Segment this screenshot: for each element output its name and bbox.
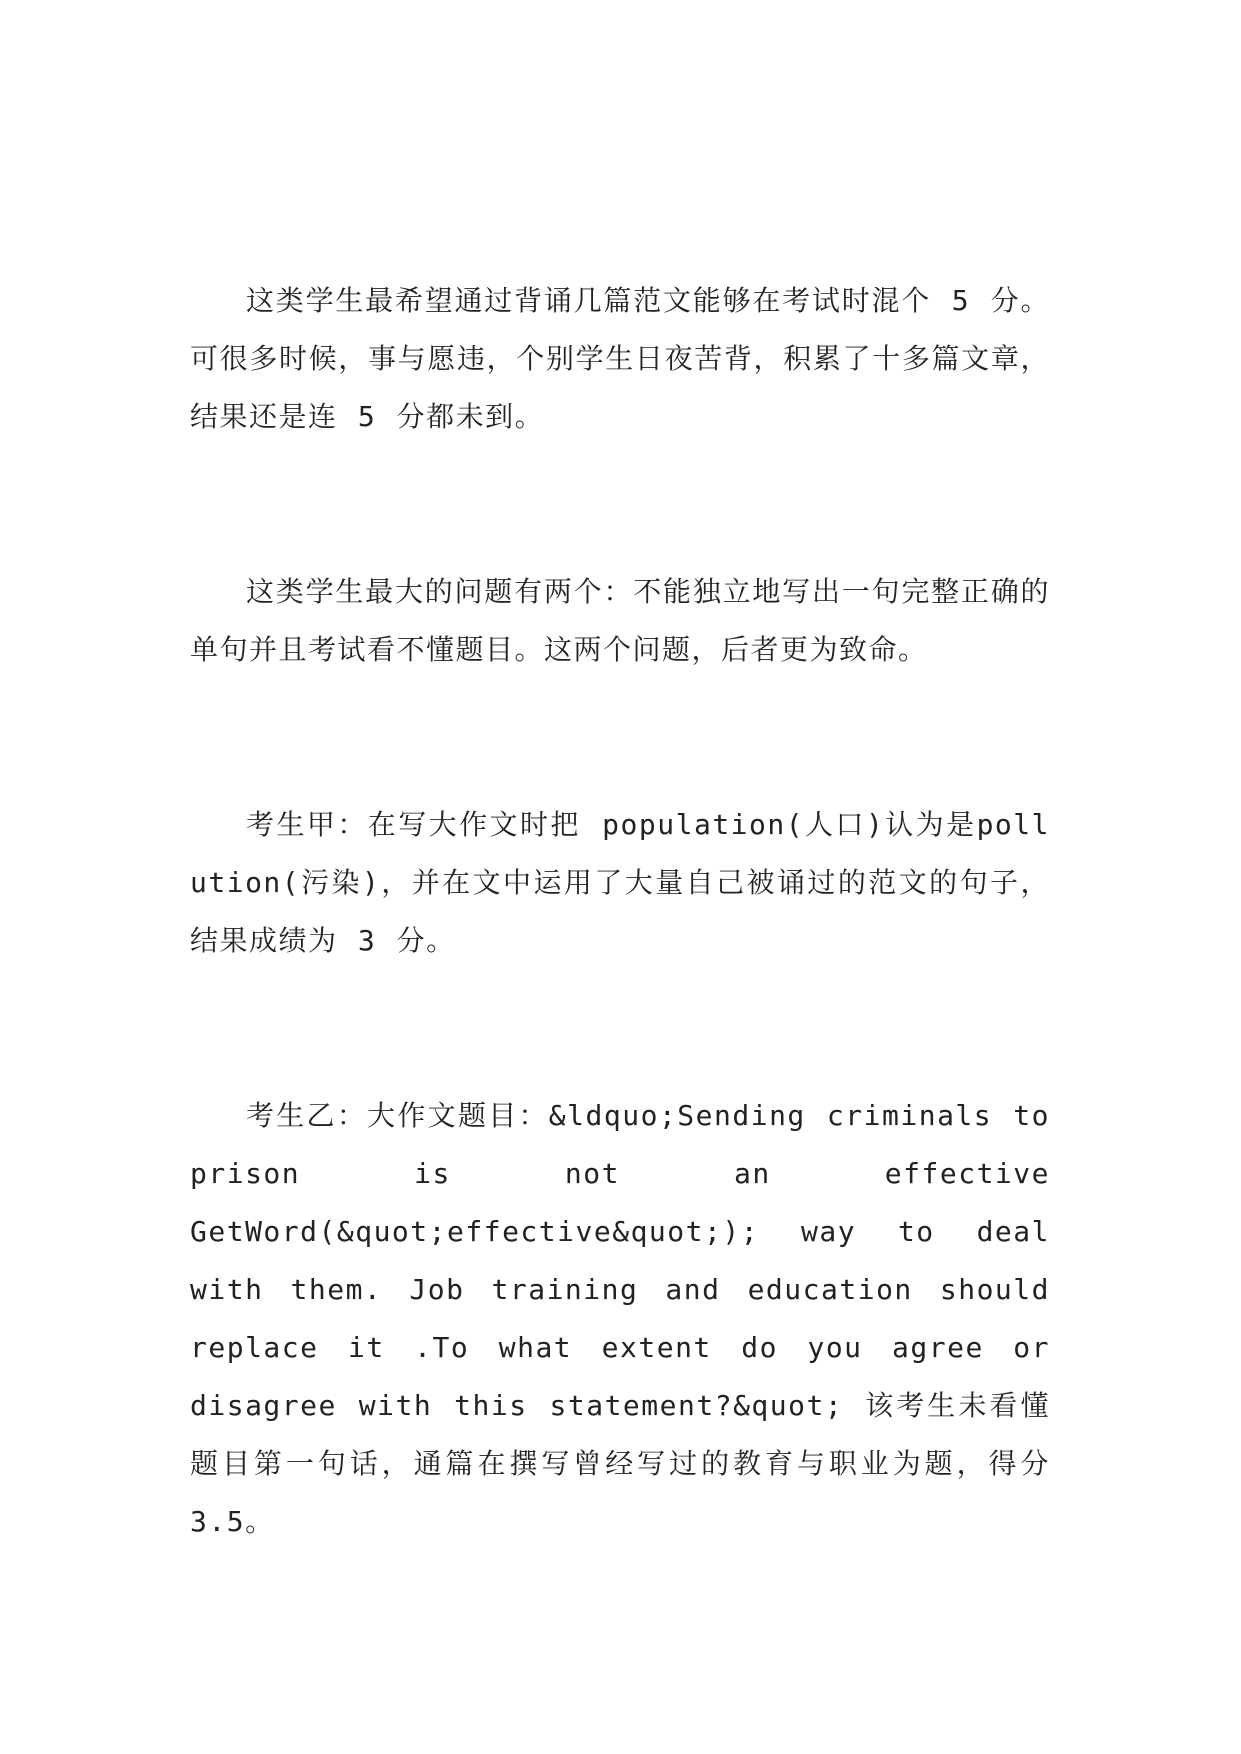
paragraph-student-a: 考生甲：在写大作文时把 population(人口)认为是pollution(污染)，并在文中运用了大量自己被诵过的范文的句子，结果成绩为 3 分。 bbox=[190, 808, 1050, 957]
paragraph-student-b: 考生乙：大作文题目：&ldquo;Sending criminals to prison is not an effective GetWord(&quot;effective&quot;); way to deal with them. Job training and education should replace it .To what extent do you agree or disagree with this statement?&quot; 该考生未看懂题目第一句话，通篇在撰写曾经写过的教育与职业为题，得分 3.5。 bbox=[190, 1099, 1050, 1538]
paragraph-memorization: 这类学生最希望通过背诵几篇范文能够在考试时混个 5 分。可很多时候，事与愿违，个别学生日夜苦背，积累了十多篇文章，结果还是连 5 分都未到。 bbox=[190, 284, 1050, 433]
paragraph-two-problems: 这类学生最大的问题有两个：不能独立地写出一句完整正确的单句并且考试看不懂题目。这两个问题，后者更为致命。 bbox=[190, 575, 1050, 666]
document-body bbox=[190, 272, 1050, 1551]
